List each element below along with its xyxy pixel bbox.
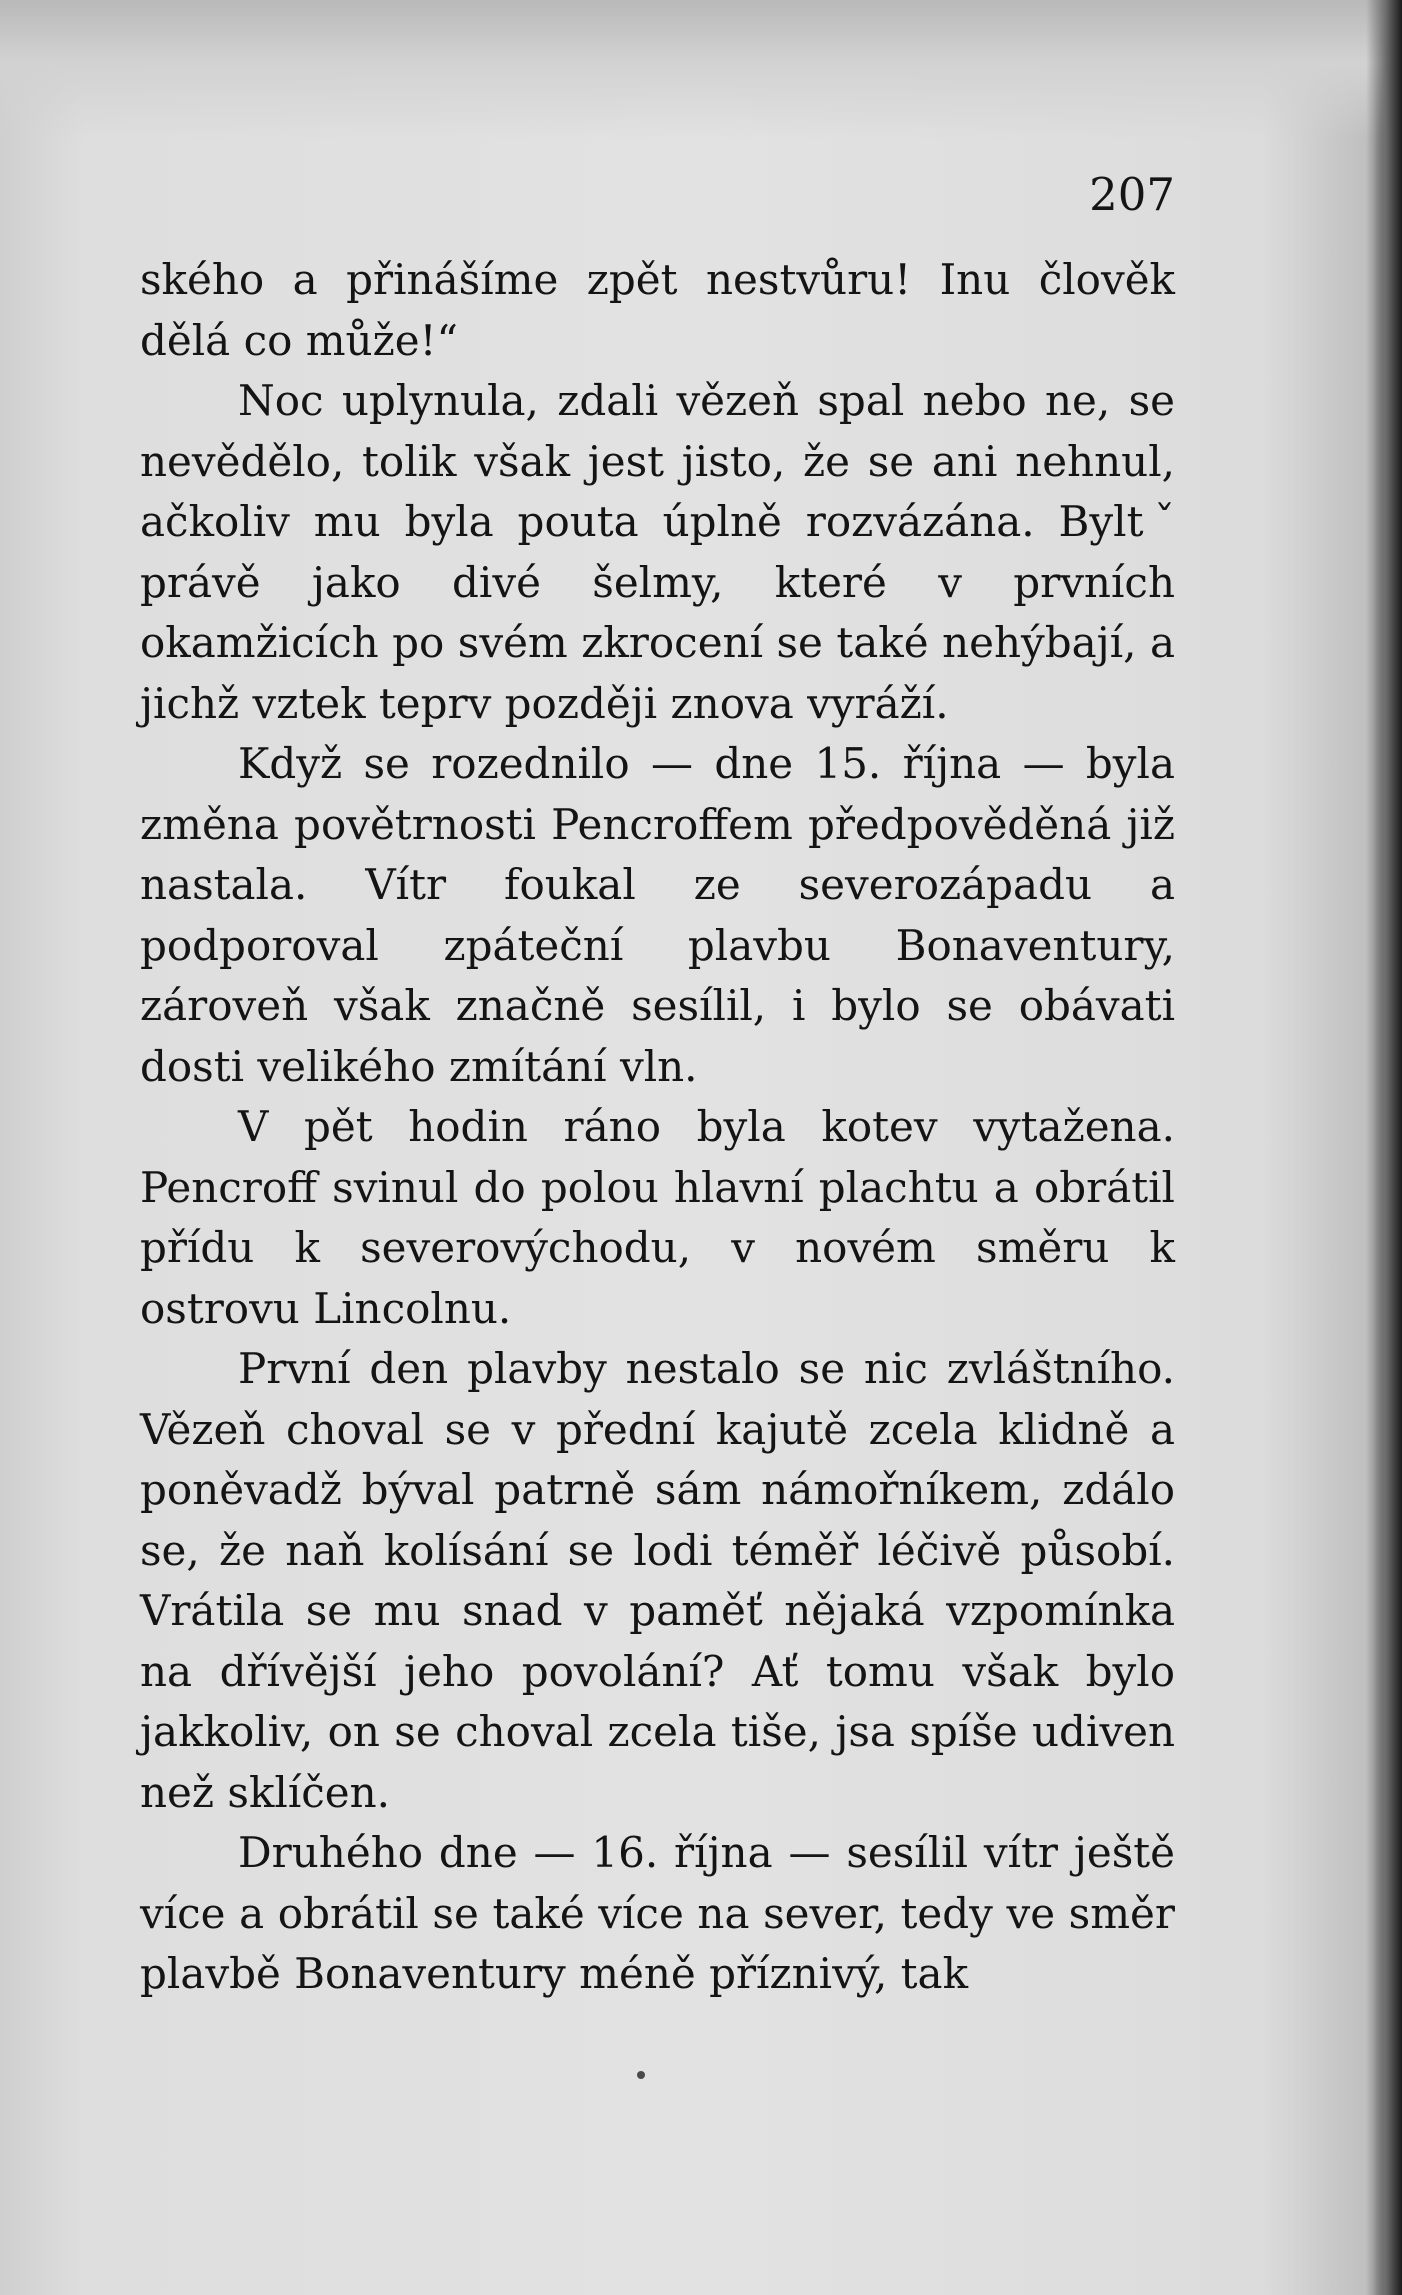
paragraph: V pět hodin ráno byla kotev vytažena. Pencroff svinul do polou hlavní plachtu a obrátil přídu k severovýchodu, v novém směru k ostrovu Lincolnu.	[140, 1102, 1175, 1333]
scan-page-edge	[1366, 0, 1402, 2295]
paragraph: Druhého dne — 16. října — sesílil vítr ještě více a obrátil se také více na sever, tedy ve směr plavbě Bonaventury méně příznivý, tak	[140, 1828, 1175, 1998]
scan-shadow-top	[0, 0, 1402, 140]
ink-speck	[637, 2071, 645, 2079]
paragraph: ského a přinášíme zpět nestvůru! Inu člověk dělá co může!“	[140, 255, 1175, 365]
page-number: 207	[1089, 168, 1175, 221]
paragraph: Když se rozednilo — dne 15. října — byla změna povětrnosti Pencroffem předpověděná již nastala. Vítr foukal ze severozápadu a podporoval zpáteční plavbu Bonaventury, zároveň však značně sesílil, i bylo se obávati dosti velikého zmítání vln.	[140, 739, 1175, 1091]
paragraph: První den plavby nestalo se nic zvláštního. Vězeň choval se v přední kajutě zcela klidně a poněvadž býval patrně sám námořníkem, zdálo se, že naň kolísání se lodi téměř léčivě působí. Vrátila se mu snad v paměť nějaká vzpomínka na dřívější jeho povolání? Ať tomu však bylo jakkoliv, on se choval zcela tiše, jsa spíše udiven než sklíčen.	[140, 1344, 1175, 1817]
body-text	[140, 250, 1175, 2005]
paragraph: Noc uplynula, zdali vězeň spal nebo ne, se nevědělo, tolik však jest jisto, že se ani nehnul, ačkoliv mu byla pouta úplně rozvázána. Byltˇ právě jako divé šelmy, které v prvních okamžicích po svém zkrocení se také nehýbají, a jichž vztek teprv později znova vyráží.	[140, 376, 1175, 728]
